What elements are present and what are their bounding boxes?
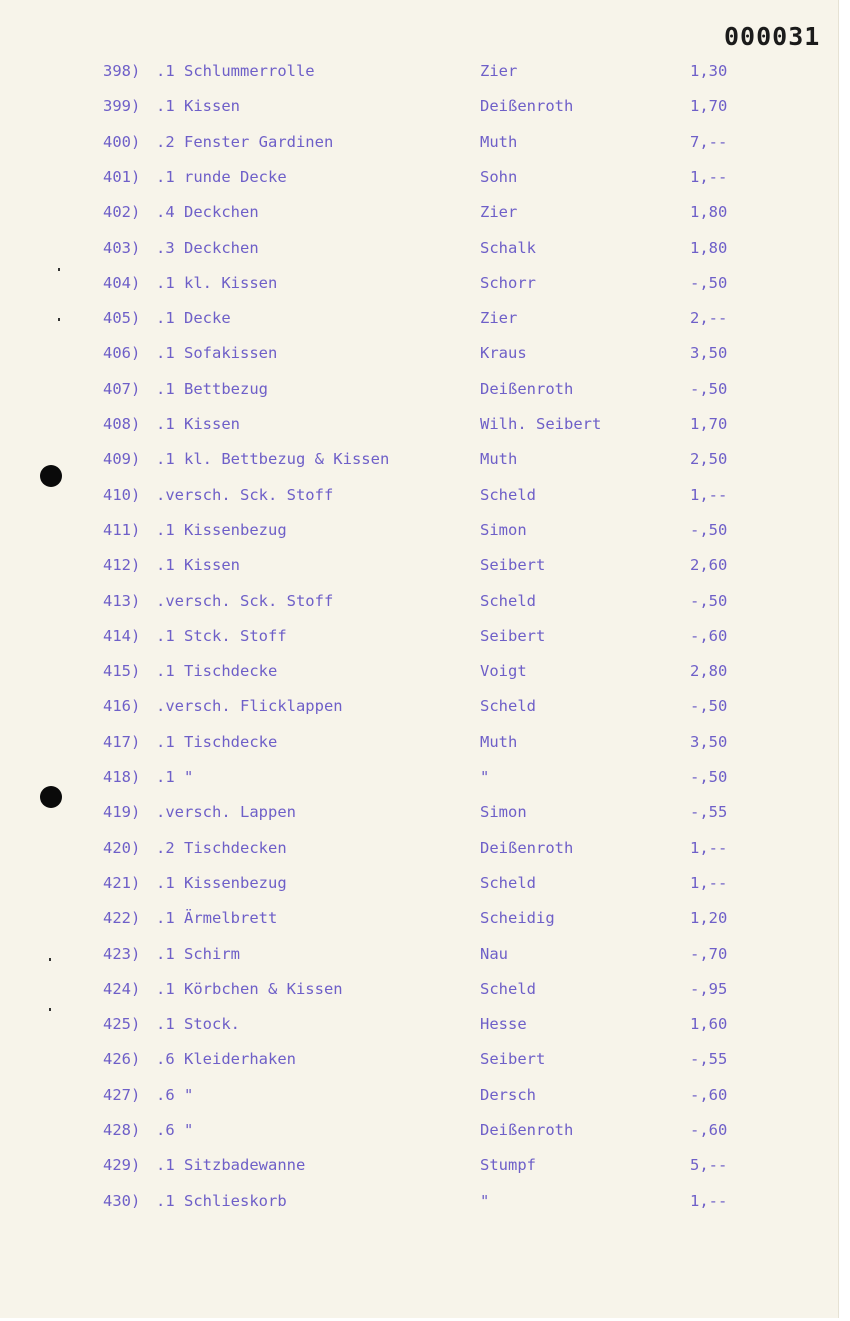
entry-row bbox=[0, 380, 838, 404]
entry-row bbox=[0, 344, 838, 368]
entry-number: 400) bbox=[103, 132, 141, 151]
entry-price: 7,-- bbox=[690, 132, 728, 151]
entry-buyer: Nau bbox=[480, 944, 508, 963]
entry-number: 401) bbox=[103, 167, 141, 186]
entry-item: .6 " bbox=[156, 1085, 194, 1104]
entry-row bbox=[0, 697, 838, 721]
entry-price: 1,-- bbox=[690, 838, 728, 857]
entry-buyer: Deißenroth bbox=[480, 838, 574, 857]
entry-number: 404) bbox=[103, 273, 141, 292]
entry-buyer: Stumpf bbox=[480, 1156, 536, 1175]
entry-buyer: Deißenroth bbox=[480, 97, 574, 116]
entry-row bbox=[0, 733, 838, 757]
entry-number: 408) bbox=[103, 415, 141, 433]
entry-item: .versch. Sck. Stoff bbox=[156, 485, 334, 504]
entry-price: -,60 bbox=[690, 1085, 728, 1104]
entry-row bbox=[0, 945, 838, 969]
entry-row bbox=[0, 239, 838, 263]
entry-number: 412) bbox=[103, 556, 141, 575]
entry-number: 413) bbox=[103, 591, 141, 610]
entry-row bbox=[0, 592, 838, 616]
entry-buyer: Simon bbox=[480, 803, 527, 822]
page-number: 000031 bbox=[724, 22, 821, 51]
entry-price: -,55 bbox=[690, 803, 728, 822]
entry-item: .versch. Sck. Stoff bbox=[156, 591, 334, 610]
entry-number: 415) bbox=[103, 662, 141, 681]
entry-item: .1 Körbchen & Kissen bbox=[156, 979, 343, 998]
entry-price: 1,-- bbox=[690, 167, 728, 186]
entry-price: 1,70 bbox=[690, 97, 728, 116]
entry-buyer: Deißenroth bbox=[480, 379, 574, 398]
entry-item: .versch. Flicklappen bbox=[156, 697, 343, 716]
entry-number: 402) bbox=[103, 203, 141, 222]
entry-buyer: Schorr bbox=[480, 273, 536, 292]
entry-item: .1 runde Decke bbox=[156, 167, 287, 186]
entry-item: .1 Kissen bbox=[156, 97, 240, 116]
entry-price: -,55 bbox=[690, 1050, 728, 1069]
entry-row bbox=[0, 521, 838, 545]
entry-row bbox=[0, 203, 838, 227]
entry-number: 421) bbox=[103, 873, 141, 892]
entry-number: 407) bbox=[103, 379, 141, 398]
entry-number: 430) bbox=[103, 1191, 141, 1210]
entry-item: .6 " bbox=[156, 1121, 194, 1139]
entry-price: 1,80 bbox=[690, 238, 728, 257]
entry-item: .3 Deckchen bbox=[156, 238, 259, 257]
entry-row bbox=[0, 803, 838, 827]
entry-row bbox=[0, 1121, 838, 1145]
entry-row bbox=[0, 1192, 838, 1216]
entry-price: -,50 bbox=[690, 591, 728, 610]
entry-number: 405) bbox=[103, 309, 141, 328]
entry-item: .1 Sofakissen bbox=[156, 344, 278, 363]
entry-row bbox=[0, 556, 838, 580]
entry-price: -,60 bbox=[690, 1121, 728, 1139]
entry-number: 426) bbox=[103, 1050, 141, 1069]
speck bbox=[58, 268, 60, 271]
entry-item: .1 Tischdecke bbox=[156, 662, 278, 681]
entry-buyer: Seibert bbox=[480, 556, 546, 575]
entry-row bbox=[0, 627, 838, 651]
entry-item: .1 Ärmelbrett bbox=[156, 909, 278, 928]
entry-number: 410) bbox=[103, 485, 141, 504]
entry-buyer: Hesse bbox=[480, 1015, 527, 1034]
entry-price: -,95 bbox=[690, 979, 728, 998]
entry-buyer: Seibert bbox=[480, 626, 546, 645]
entry-row bbox=[0, 909, 838, 933]
entry-number: 428) bbox=[103, 1121, 141, 1139]
entry-price: 3,50 bbox=[690, 732, 728, 751]
entry-buyer: Sohn bbox=[480, 167, 518, 186]
entry-row bbox=[0, 1156, 838, 1180]
entry-price: 2,60 bbox=[690, 556, 728, 575]
entry-number: 398) bbox=[103, 62, 141, 80]
entry-row bbox=[0, 1086, 838, 1110]
entry-item: .1 Sitzbadewanne bbox=[156, 1156, 306, 1175]
entry-number: 414) bbox=[103, 626, 141, 645]
entry-item: .6 Kleiderhaken bbox=[156, 1050, 296, 1069]
entry-buyer: Scheld bbox=[480, 873, 536, 892]
entry-buyer: Scheld bbox=[480, 697, 536, 716]
entry-item: .1 Tischdecke bbox=[156, 732, 278, 751]
entry-price: -,60 bbox=[690, 626, 728, 645]
entry-row bbox=[0, 486, 838, 510]
entry-price: 1,30 bbox=[690, 62, 728, 80]
entry-item: .1 Kissenbezug bbox=[156, 520, 287, 539]
entry-number: 420) bbox=[103, 838, 141, 857]
entry-item: .1 kl. Bettbezug & Kissen bbox=[156, 450, 390, 469]
entry-number: 424) bbox=[103, 979, 141, 998]
entry-buyer: Dersch bbox=[480, 1085, 536, 1104]
entry-item: .2 Tischdecken bbox=[156, 838, 287, 857]
entry-buyer: Seibert bbox=[480, 1050, 546, 1069]
entry-buyer: Wilh. Seibert bbox=[480, 415, 602, 433]
entry-buyer: Zier bbox=[480, 203, 518, 222]
entry-buyer: " bbox=[480, 1191, 490, 1210]
entry-item: .1 Schlummerrolle bbox=[156, 62, 315, 80]
entry-item: .1 Bettbezug bbox=[156, 379, 268, 398]
entry-item: .1 kl. Kissen bbox=[156, 273, 278, 292]
entry-number: 411) bbox=[103, 520, 141, 539]
entry-price: 5,-- bbox=[690, 1156, 728, 1175]
entry-row bbox=[0, 62, 838, 86]
entry-number: 429) bbox=[103, 1156, 141, 1175]
entry-item: .1 Kissen bbox=[156, 415, 240, 433]
entry-row bbox=[0, 839, 838, 863]
entry-number: 422) bbox=[103, 909, 141, 928]
entry-row bbox=[0, 168, 838, 192]
entry-row bbox=[0, 980, 838, 1004]
entry-item: .1 Schirm bbox=[156, 944, 240, 963]
entry-buyer: Muth bbox=[480, 450, 518, 469]
entry-item: .2 Fenster Gardinen bbox=[156, 132, 334, 151]
entry-row bbox=[0, 133, 838, 157]
entry-row bbox=[0, 1015, 838, 1039]
entry-price: 3,50 bbox=[690, 344, 728, 363]
entry-row bbox=[0, 768, 838, 792]
entry-buyer: Voigt bbox=[480, 662, 527, 681]
entry-number: 399) bbox=[103, 97, 141, 116]
entry-price: 1,60 bbox=[690, 1015, 728, 1034]
entry-buyer: Deißenroth bbox=[480, 1121, 574, 1139]
entry-buyer: Scheld bbox=[480, 979, 536, 998]
entry-item: .1 Kissen bbox=[156, 556, 240, 575]
entry-row bbox=[0, 662, 838, 686]
entry-price: 1,80 bbox=[690, 203, 728, 222]
entry-price: 1,-- bbox=[690, 485, 728, 504]
entry-item: .1 Decke bbox=[156, 309, 231, 328]
entry-price: -,50 bbox=[690, 273, 728, 292]
entry-item: .1 Stock. bbox=[156, 1015, 240, 1034]
entry-number: 419) bbox=[103, 803, 141, 822]
entry-buyer: Scheld bbox=[480, 485, 536, 504]
entry-buyer: Zier bbox=[480, 309, 518, 328]
entry-price: 2,-- bbox=[690, 309, 728, 328]
entry-price: -,50 bbox=[690, 768, 728, 786]
entry-item: .1 Kissenbezug bbox=[156, 873, 287, 892]
entry-price: 1,-- bbox=[690, 873, 728, 892]
entry-row bbox=[0, 415, 838, 439]
entry-buyer: Scheld bbox=[480, 591, 536, 610]
entry-number: 417) bbox=[103, 732, 141, 751]
entry-buyer: Scheidig bbox=[480, 909, 555, 928]
entry-buyer: Muth bbox=[480, 132, 518, 151]
speck bbox=[49, 1008, 51, 1011]
entry-number: 427) bbox=[103, 1085, 141, 1104]
entry-number: 423) bbox=[103, 944, 141, 963]
entry-buyer: Schalk bbox=[480, 238, 536, 257]
entry-buyer: " bbox=[480, 768, 490, 786]
entry-price: -,50 bbox=[690, 379, 728, 398]
entry-item: .1 Stck. Stoff bbox=[156, 626, 287, 645]
entry-row bbox=[0, 1050, 838, 1074]
entry-price: -,50 bbox=[690, 520, 728, 539]
entry-price: 2,80 bbox=[690, 662, 728, 681]
entry-item: .versch. Lappen bbox=[156, 803, 296, 822]
entry-buyer: Kraus bbox=[480, 344, 527, 363]
entry-price: -,50 bbox=[690, 697, 728, 716]
entry-row bbox=[0, 274, 838, 298]
entry-number: 409) bbox=[103, 450, 141, 469]
entry-row bbox=[0, 309, 838, 333]
entry-row bbox=[0, 874, 838, 898]
entry-number: 416) bbox=[103, 697, 141, 716]
entry-price: 1,70 bbox=[690, 415, 728, 433]
entry-price: -,70 bbox=[690, 944, 728, 963]
entry-price: 2,50 bbox=[690, 450, 728, 469]
entry-price: 1,-- bbox=[690, 1191, 728, 1210]
entry-row bbox=[0, 450, 838, 474]
entry-buyer: Zier bbox=[480, 62, 518, 80]
entry-item: .4 Deckchen bbox=[156, 203, 259, 222]
entry-item: .1 Schlieskorb bbox=[156, 1191, 287, 1210]
entry-item: .1 " bbox=[156, 768, 194, 786]
entry-buyer: Simon bbox=[480, 520, 527, 539]
entry-number: 418) bbox=[103, 768, 141, 786]
entry-price: 1,20 bbox=[690, 909, 728, 928]
entry-number: 403) bbox=[103, 238, 141, 257]
entry-number: 406) bbox=[103, 344, 141, 363]
entry-buyer: Muth bbox=[480, 732, 518, 751]
entry-row bbox=[0, 97, 838, 121]
entry-number: 425) bbox=[103, 1015, 141, 1034]
